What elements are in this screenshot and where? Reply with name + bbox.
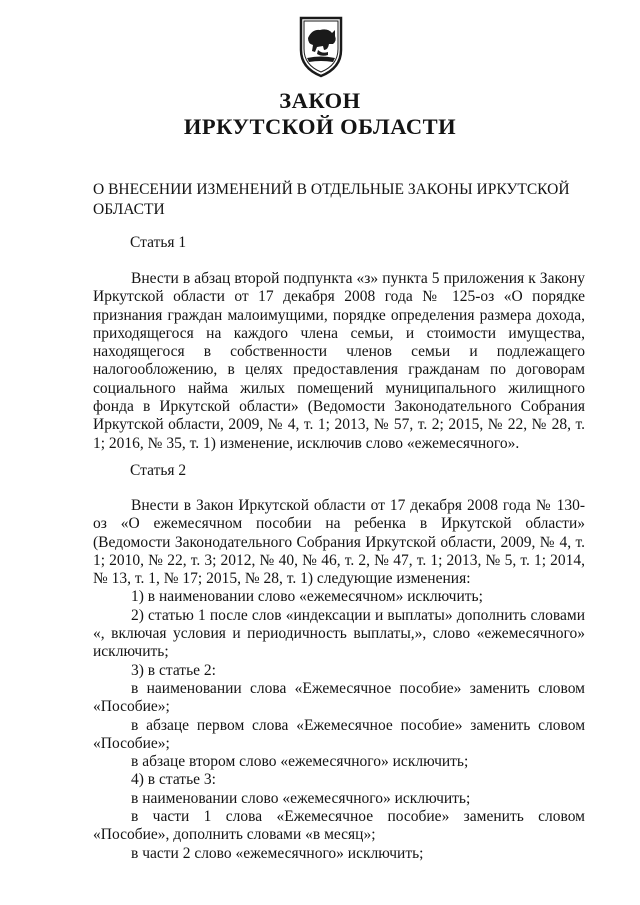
law-title: ЗАКОН (279, 88, 361, 113)
article-2-heading: Статья 2 (130, 462, 187, 479)
article-2-item: в наименовании слово «ежемесячного» исключить; (131, 789, 471, 807)
law-subject: О ВНЕСЕНИИ ИЗМЕНЕНИЙ В ОТДЕЛЬНЫЕ ЗАКОНЫ ИРКУТСКОЙ ОБЛАСТИ (93, 181, 570, 218)
article-2-item: в части 1 слова «Ежемесячное пособие» заменить словом «Пособие», дополнить словами «в месяц»; (93, 808, 585, 844)
article-2-item: в наименовании слова «Ежемесячное пособие» заменить словом «Пособие»; (93, 679, 585, 716)
article-2-body (93, 497, 585, 863)
article-2-item: в части 2 слово «ежемесячного» исключить; (131, 844, 424, 862)
region-title: ИРКУТСКОЙ ОБЛАСТИ (183, 114, 457, 139)
article-2-paragraph: Внести в Закон Иркутской области от 17 декабря 2008 года № 130-оз «О ежемесячном пособии на ребенка в Иркутской области» (Ведомости Законодательного Собрания Иркутской области, 2009, № 4, т. 1; 2010, № 22, т. 3; 2012, № 40, № 46, т. 2, № 47, т. 1; 2013, № 5, т. 1; 2014, № 13, т. 1, № 17; 2015, № 28, т. 1) следующие изменения: (93, 497, 585, 588)
article-2-item: в абзаце первом слова «Ежемесячное пособие» заменить словом «Пособие»; (93, 716, 585, 752)
article-2-item: 4) в статье 3: (131, 771, 216, 789)
article-2-item: 1) в наименовании слово «ежемесячном» исключить; (131, 588, 483, 606)
article-1-body (93, 270, 585, 453)
article-1-paragraph: Внести в абзац второй подпункта «з» пункта 5 приложения к Закону Иркутской области от 17 декабря 2008 года № 125-оз «О порядке признания граждан малоимущими, порядке определения размера дохода, приходящегося на каждого члена семьи, и стоимости имущества, находящегося в собственности членов семьи и подлежащего налогообложению, в целях предоставления гражданам по договорам социального найма жилых помещений муниципального жилищного фонда в Иркутской области» (Ведомости Законодательного Собрания Иркутской области, 2009, № 4, т. 1; 2013, № 57, т. 2; 2015, № 22, № 28, т. 1; 2016, № 35, т. 1) изменение, исключив слово «ежемесячного». (93, 270, 585, 452)
article-2-item: в абзаце втором слово «ежемесячного» исключить; (131, 753, 469, 771)
article-2-item: 3) в статье 2: (131, 661, 216, 679)
coat-of-arms-icon (298, 14, 344, 78)
article-2-item: 2) статью 1 после слов «индексации и выплаты» дополнить словами «, включая условия и периодичность выплаты,», слово «ежемесячного» исключить; (93, 606, 585, 661)
article-1-heading: Статья 1 (130, 234, 187, 251)
